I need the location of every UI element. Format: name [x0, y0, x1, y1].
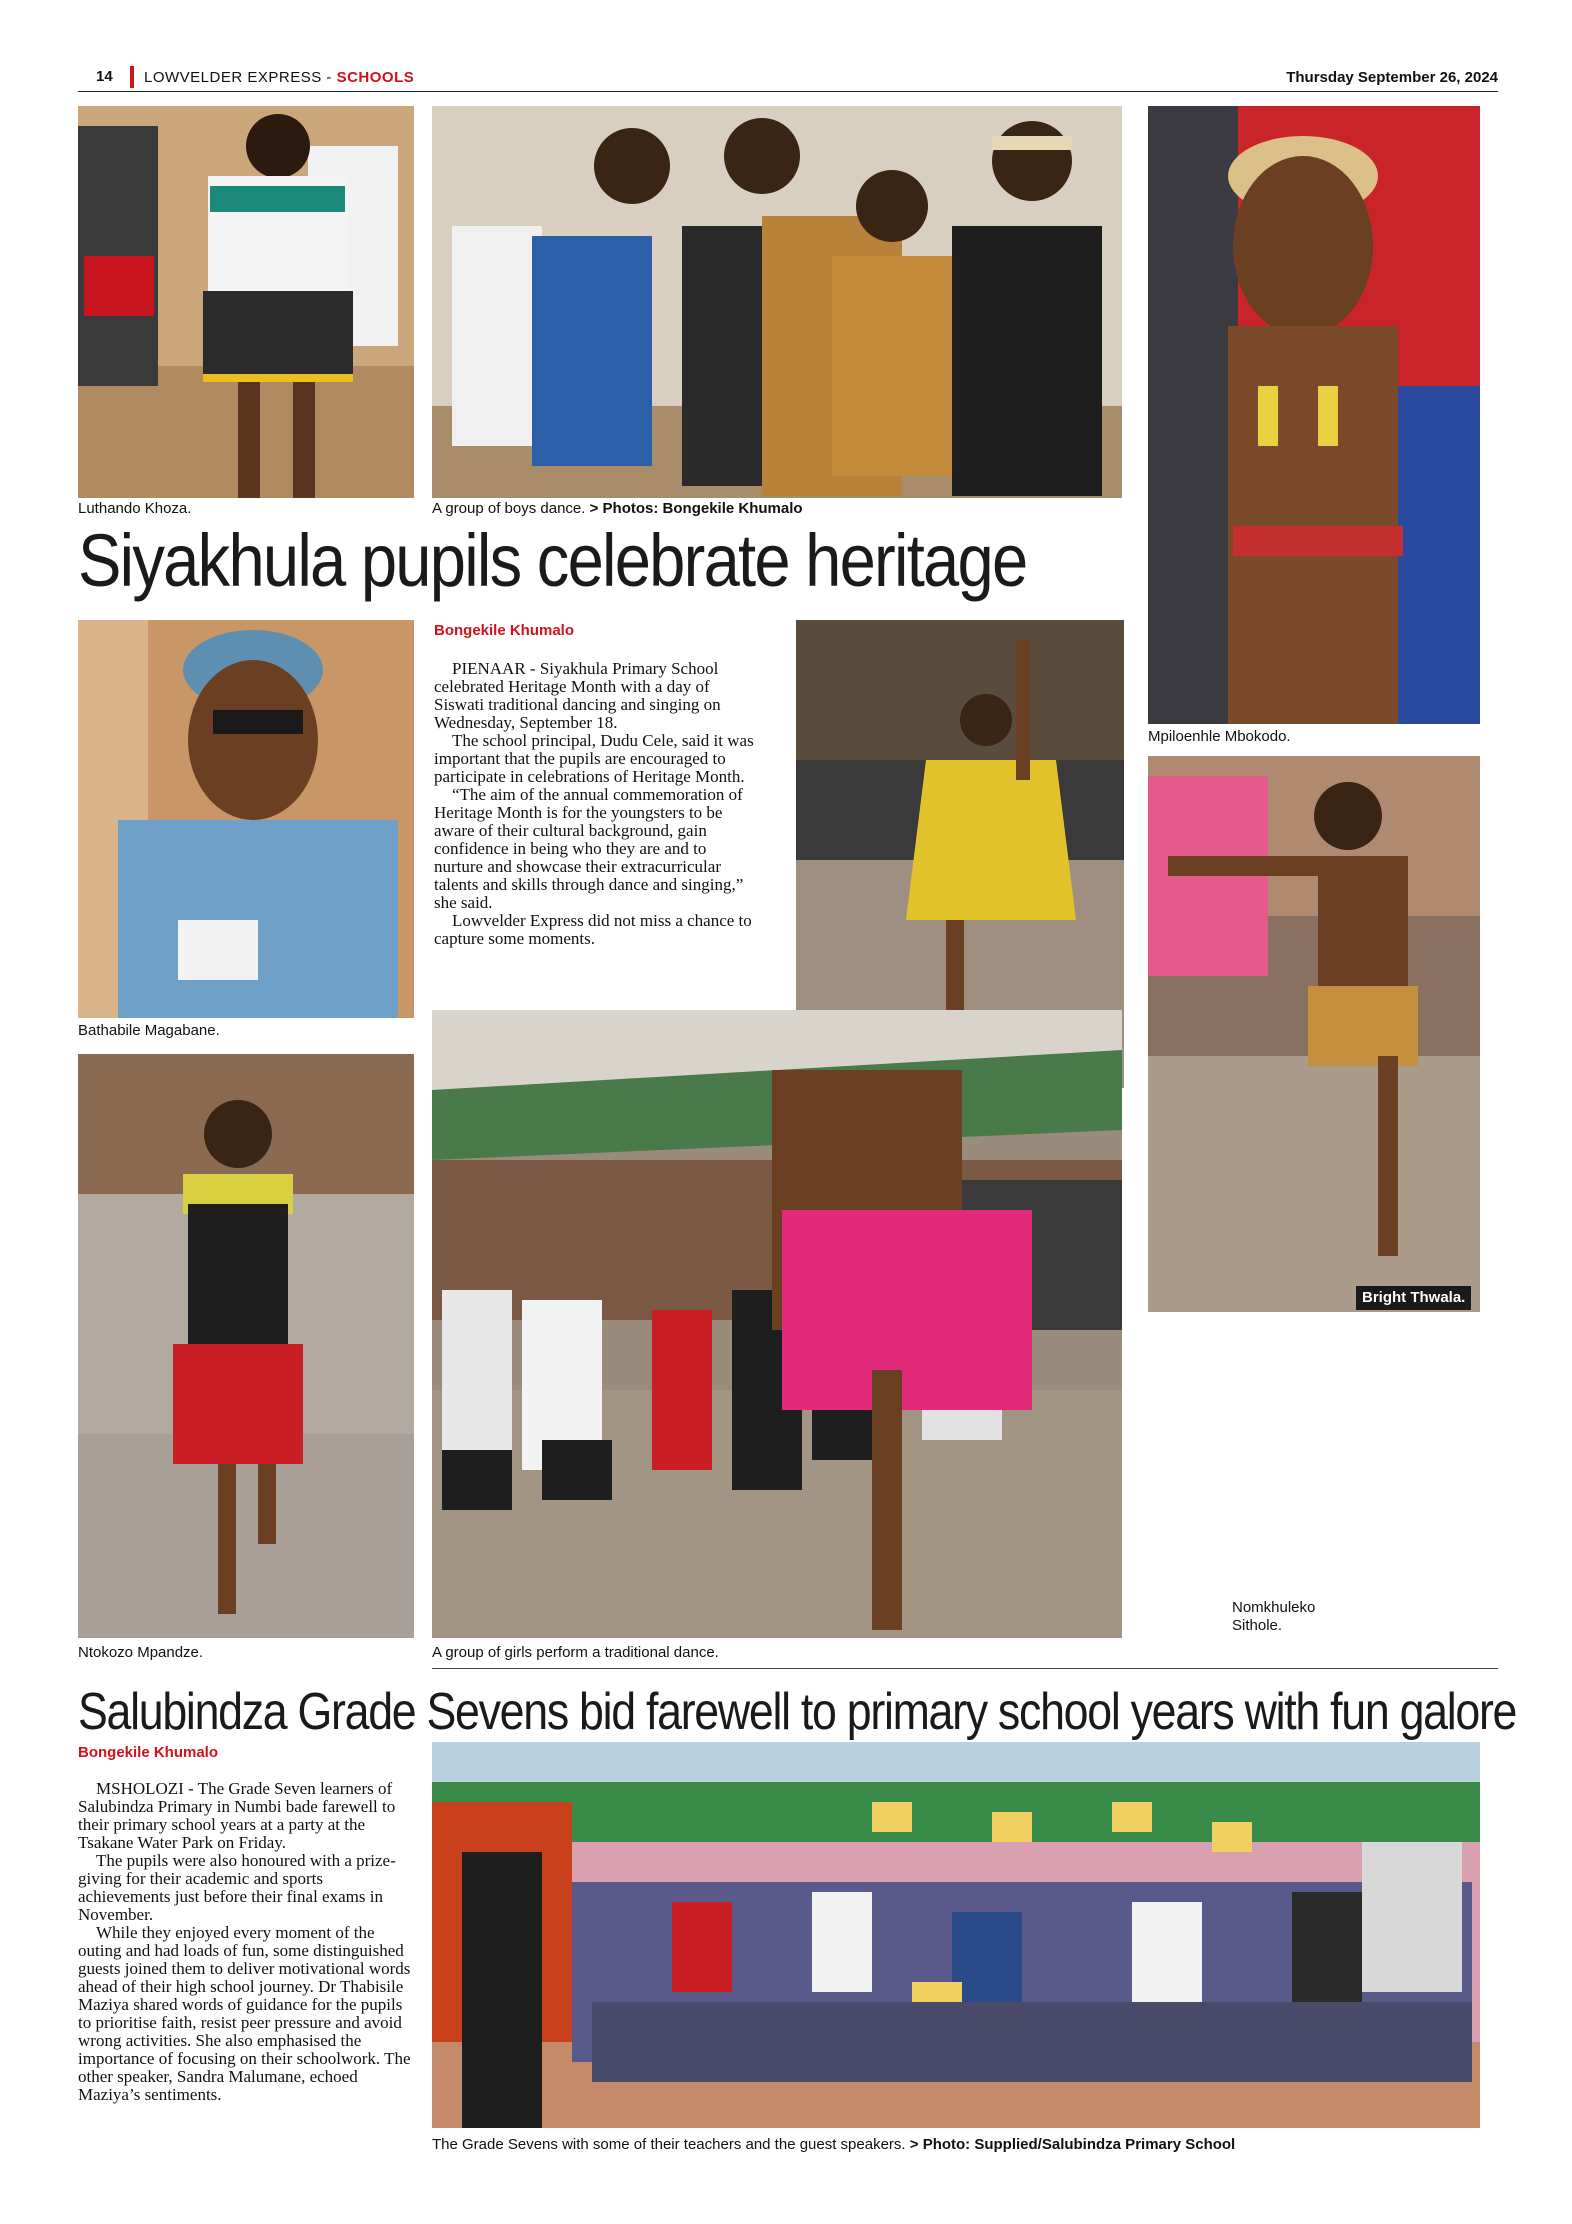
- story2-paragraph: While they enjoyed every moment of the outing and had loads of fun, some distinguished guests joined them to deliver motivational words ahead of their high school journey. Dr Thabisile Maziya shared words of guidance for the pupils to prioritise faith, resist peer pressure and avoid wrong activities. She also emphasised the importance of focusing on their schoolwork. The other speaker, Sandra Malumane, echoed Maziya’s sentiments.: [78, 1923, 411, 2104]
- photo-boys-dance: [432, 106, 1122, 498]
- story-divider: [432, 1668, 1498, 1669]
- photo-girls-group-dance: [432, 1010, 1122, 1638]
- caption-grade-sevens: [432, 2136, 1235, 2153]
- story2-paragraph: The pupils were also honoured with a prize-giving for their academic and sports achievements just before their final exams in November.: [78, 1851, 396, 1924]
- page-folio: [78, 64, 1498, 92]
- story2-body: [78, 1780, 418, 2104]
- photo-credit-grade-sevens: > Photo: Supplied/Salubindza Primary School: [909, 2136, 1236, 2153]
- caption-nomkhuleko: Nomkhuleko Sithole.: [1226, 1596, 1326, 1638]
- story2-byline: Bongekile Khumalo: [78, 1744, 219, 1761]
- issue-date: Thursday September 26, 2024: [1286, 69, 1498, 86]
- caption-grade-sevens-text: The Grade Sevens with some of their teachers and the guest speakers.: [432, 2136, 910, 2153]
- story2-paragraph: MSHOLOZI - The Grade Seven learners of Salubindza Primary in Numbi bade farewell to their primary school years at a party at the Tsakane Water Park on Friday.: [78, 1779, 396, 1852]
- story1-paragraph: “The aim of the annual commemoration of Heritage Month is for the youngsters to be aware of their cultural background, gain confidence in being who they are and to nurture and showcase their extracurricular talents and skills through dance and singing,” she said.: [434, 785, 744, 912]
- story1-paragraph: PIENAAR - Siyakhula Primary School celebrated Heritage Month with a day of Siswati traditional dancing and singing on Wednesday, September 18.: [434, 659, 721, 732]
- caption-boys-dance: [432, 500, 803, 517]
- publication-title: LOWVELDER EXPRESS -: [144, 69, 337, 86]
- story1-body: [434, 660, 754, 948]
- publication-name: [144, 69, 414, 86]
- story1-byline: Bongekile Khumalo: [434, 622, 575, 639]
- story-headline-heritage: Siyakhula pupils celebrate heritage: [78, 519, 1027, 602]
- story1-paragraph: The school principal, Dudu Cele, said it was important that the pupils are encouraged to participate in celebrations of Heritage Month.: [434, 731, 754, 786]
- caption-mpiloenhle: Mpiloenhle Mbokodo.: [1148, 728, 1291, 745]
- caption-girls-dance: A group of girls perform a traditional dance.: [432, 1644, 719, 1661]
- photo-bright-thwala: [1148, 756, 1480, 1312]
- photo-bathabile-magabane: [78, 620, 414, 1018]
- caption-bright: Bright Thwala.: [1356, 1286, 1471, 1310]
- caption-boys-text: A group of boys dance.: [432, 500, 590, 517]
- photo-grade-sevens-group: [432, 1742, 1480, 2128]
- caption-bathabile: Bathabile Magabane.: [78, 1022, 220, 1039]
- section-name: SCHOOLS: [336, 69, 415, 86]
- page-number: 14: [96, 68, 113, 85]
- story1-paragraph: Lowvelder Express did not miss a chance to capture some moments.: [434, 911, 752, 948]
- photo-ntokozo-mpandze: [78, 1054, 414, 1638]
- caption-luthando: Luthando Khoza.: [78, 500, 192, 517]
- folio-divider: [130, 66, 134, 88]
- photo-mpiloenhle-mbokodo: [1148, 106, 1480, 724]
- photo-credit-boys: > Photos: Bongekile Khumalo: [589, 500, 803, 517]
- photo-luthando-khoza: [78, 106, 414, 498]
- caption-ntokozo: Ntokozo Mpandze.: [78, 1644, 204, 1661]
- story-headline-farewell: Salubindza Grade Sevens bid farewell to primary school years with fun galore: [78, 1683, 1517, 1741]
